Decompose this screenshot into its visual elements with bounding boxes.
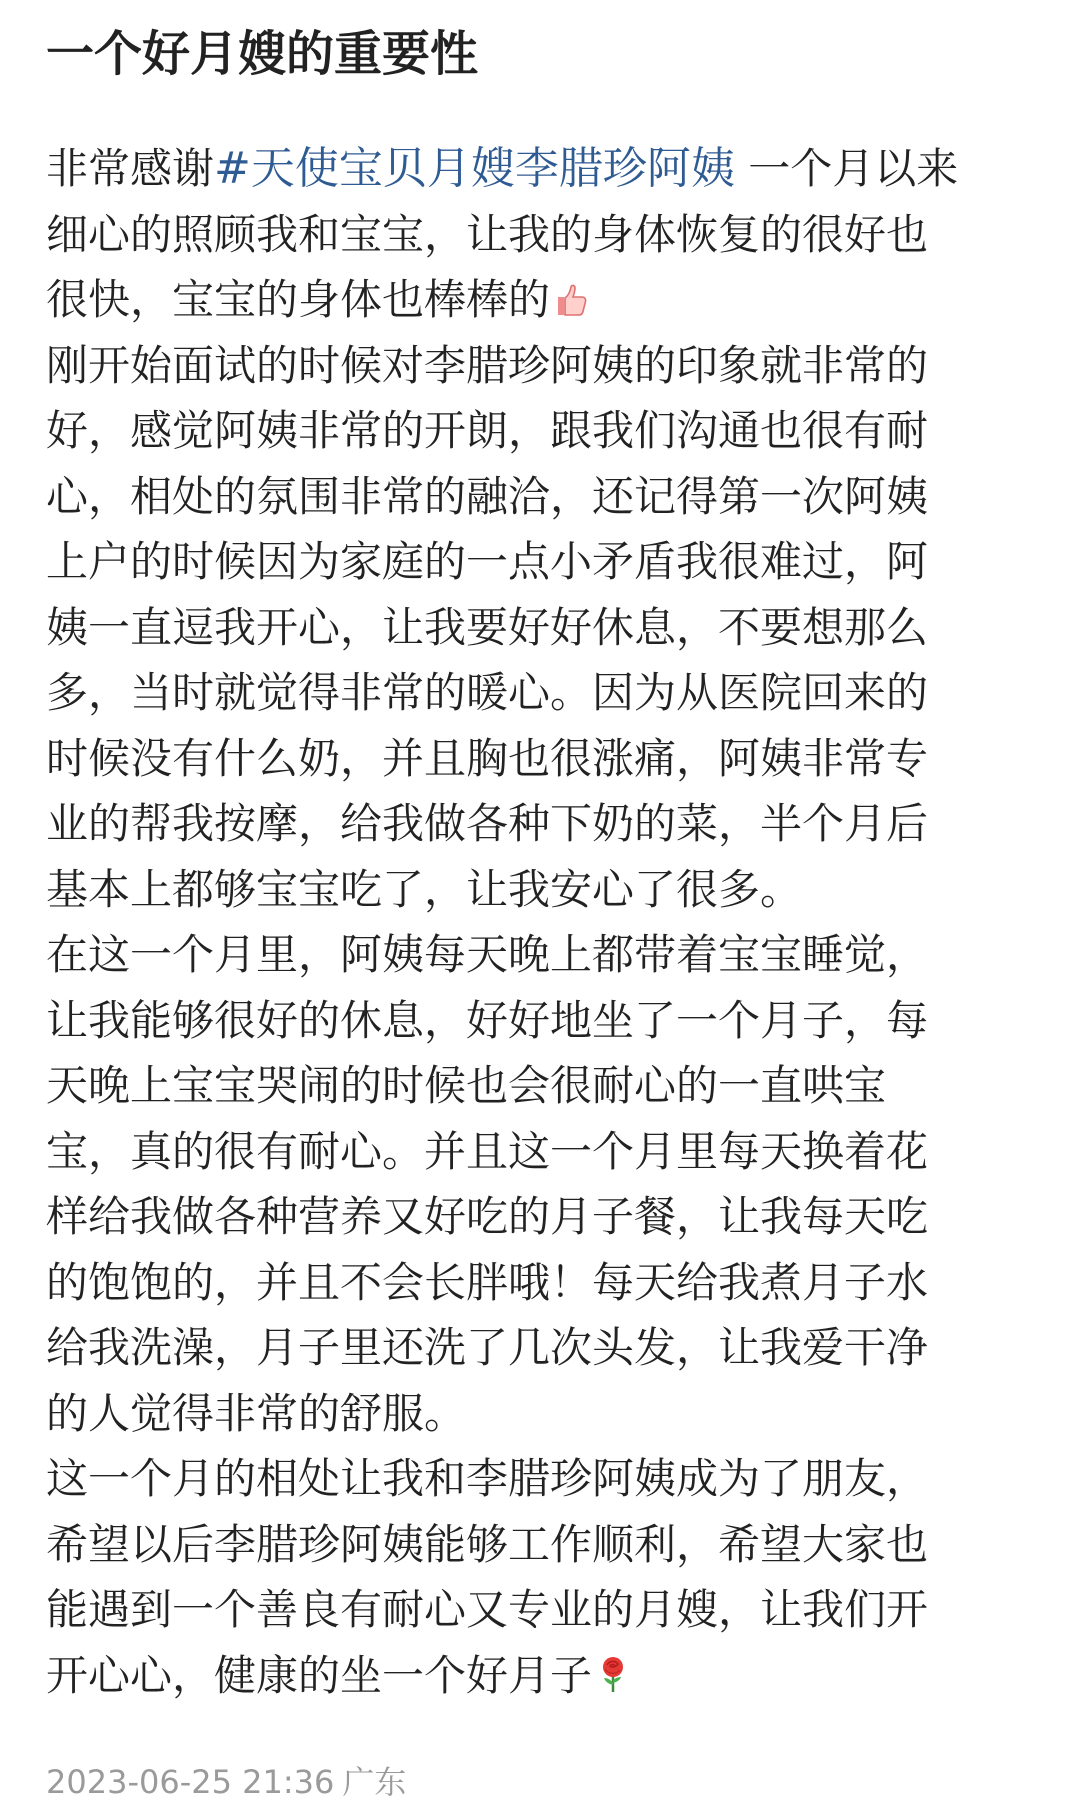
body-line: 基本上都够宝宝吃了，让我安心了很多。 xyxy=(46,864,803,914)
post-title: 一个好月嫂的重要性 xyxy=(46,26,479,82)
paragraph-3 xyxy=(46,922,1034,1446)
body-line: 这一个月的相处让我和李腊珍阿姨成为了朋友， xyxy=(46,1454,929,1503)
body-line: 时候没有什么奶，并且胸也很涨痛，阿姨非常专 xyxy=(46,733,929,783)
body-line: 刚开始面试的时候对李腊珍阿姨的印象就非常的 xyxy=(46,340,929,390)
body-text: 一个月以来 xyxy=(734,144,959,193)
body-text: 非常感谢 xyxy=(46,144,215,193)
body-line: 让我能够很好的休息，好好地坐了一个月子，每 xyxy=(46,995,929,1045)
body-line: 样给我做各种营养又好吃的月子餐，让我每天吃 xyxy=(46,1192,929,1241)
body-line: 能遇到一个善良有耐心又专业的月嫂，让我们开 xyxy=(46,1585,929,1634)
body-line xyxy=(46,267,1034,333)
body-line: 的饱饱的，并且不会长胖哦！每天给我煮月子水 xyxy=(46,1257,929,1307)
paragraph-2 xyxy=(46,333,1034,923)
thumbs-up-icon xyxy=(554,279,588,319)
body-line: 业的帮我按摩，给我做各种下奶的菜，半个月后 xyxy=(46,799,929,848)
paragraph-4 xyxy=(46,1446,1034,1708)
body-line xyxy=(46,1643,1034,1709)
body-line: 天晚上宝宝哭闹的时候也会很耐心的一直哄宝 xyxy=(46,1061,887,1110)
post-date: 2023-06-25 21:36 xyxy=(46,1763,335,1801)
body-text: 开心心，健康的坐一个好月子 xyxy=(46,1650,593,1700)
body-line: 细心的照顾我和宝宝，让我的身体恢复的很好也 xyxy=(46,209,929,259)
rose-icon xyxy=(596,1654,630,1694)
body-line: 希望以后李腊珍阿姨能够工作顺利，希望大家也 xyxy=(46,1519,929,1569)
body-line: 的人觉得非常的舒服。 xyxy=(46,1388,467,1438)
hashtag-link[interactable]: #天使宝贝月嫂李腊珍阿姨 xyxy=(214,143,735,194)
post-location: 广东 xyxy=(342,1763,407,1801)
body-line: 给我洗澡，月子里还洗了几次头发，让我爱干净 xyxy=(46,1323,929,1372)
body-text: 很快，宝宝的身体也棒棒的 xyxy=(46,275,551,324)
body-line: 宝，真的很有耐心。并且这一个月里每天换着花 xyxy=(46,1126,929,1176)
paragraph-1 xyxy=(46,136,1034,333)
body-line: 在这一个月里，阿姨每天晚上都带着宝宝睡觉， xyxy=(46,930,929,979)
body-line: 心，相处的氛围非常的融洽，还记得第一次阿姨 xyxy=(46,471,929,521)
post-meta xyxy=(46,1760,406,1804)
body-line: 好，感觉阿姨非常的开朗，跟我们沟通也很有耐 xyxy=(46,406,929,455)
body-line: 上户的时候因为家庭的一点小矛盾我很难过，阿 xyxy=(46,537,929,586)
body-line: 姨一直逗我开心，让我要好好休息，不要想那么 xyxy=(46,602,929,652)
body-line xyxy=(46,136,1034,202)
body-line: 多，当时就觉得非常的暖心。因为从医院回来的 xyxy=(46,668,929,717)
post-body xyxy=(46,136,1034,1708)
